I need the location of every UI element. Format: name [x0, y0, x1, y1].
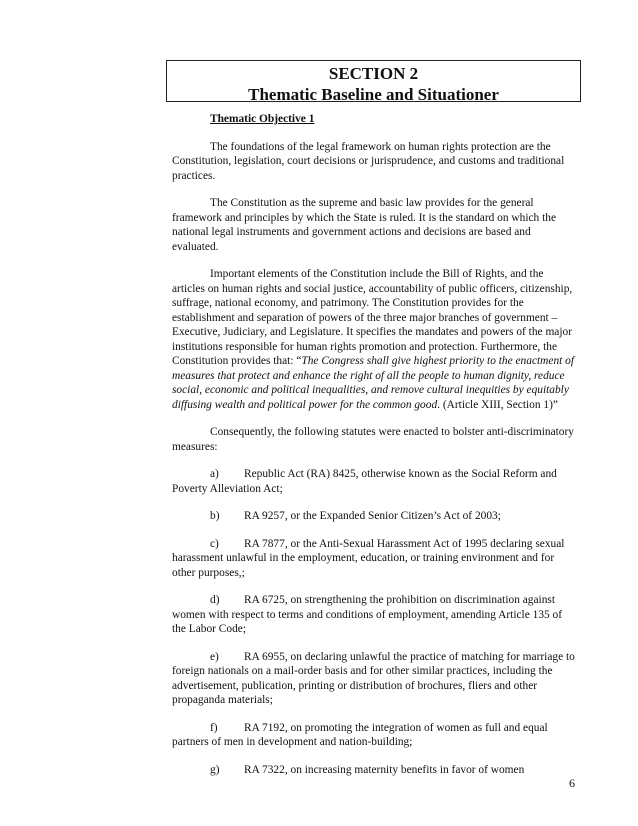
list-item-label: b) — [210, 510, 220, 522]
page-number: 6 — [569, 776, 575, 790]
list-item-text: RA 7877, or the Anti-Sexual Harassment Act of 1995 declaring sexual harassment unlawful in the employment, education, or training environment and for other purposes,; — [172, 537, 565, 579]
list-item-text: Republic Act (RA) 8425, otherwise known as the Social Reform and Poverty Alleviation Act; — [172, 468, 557, 495]
quote-citation: . (Article XIII, Section 1)” — [437, 398, 558, 411]
list-item-label: e) — [210, 650, 219, 663]
list-item — [172, 467, 576, 496]
list-item — [172, 593, 576, 637]
list-item-text: RA 7192, on promoting the integration of women as full and equal partners of men in development and nation-building; — [172, 721, 548, 748]
section-number: SECTION 2 — [328, 64, 419, 83]
section-title: Thematic Baseline and Situationer — [248, 85, 499, 104]
list-item — [172, 721, 576, 750]
constitution-quote: The Congress shall give highest priority to the enactment of measures that protect and enhance the right of all the people to human dignity, reduce social, economic and political inequalities, and remove cultural inequities by equitably diffusing wealth and political power for the common good — [172, 355, 575, 411]
list-item-text: RA 9257, or the Expanded Senior Citizen’s Act of 2003; — [244, 510, 501, 522]
document-body — [172, 112, 576, 790]
list-item — [172, 650, 576, 708]
list-item-label: f) — [210, 721, 218, 734]
list-item-label: a) — [210, 468, 219, 480]
list-item-label: c) — [210, 537, 219, 550]
list-item-text: RA 6725, on strengthening the prohibition on discrimination against women with respect to terms and conditions of employment, amending Article 135 of the Labor Code; — [172, 594, 563, 635]
paragraph-foundations: The foundations of the legal framework on human rights protection are the Constitution, legislation, court decisions or jurisprudence, and customs and traditional practices. — [172, 140, 565, 182]
list-item-text: RA 6955, on declaring unlawful the practice of matching for marriage to foreign nationals on a mail-order basis and for other similar practices, including the advertisement, publication, printing or distribution of brochures, fliers and other propaganda materials; — [172, 650, 575, 706]
list-item — [172, 537, 576, 581]
list-item — [172, 763, 576, 778]
paragraph-text: Important elements of the Constitution include the Bill of Rights, and the articles on human rights and social justice, accountability of public officers, citizenship, suffrage, national economy, and patrimony. The Constitution provides for the establishment and separation of powers of the three major branches of government – Executive, Judiciary, and Legislature. It specifies the mandates and powers of the major institutions responsible for human rights promotion and protection. Furthermore, the Constitution provides that: “ — [172, 268, 573, 367]
list-item-label: d) — [210, 594, 220, 606]
objective-heading: Thematic Objective 1 — [210, 113, 315, 125]
paragraph-constitution: The Constitution as the supreme and basic law provides for the general framework and principles by which the State is ruled. It is the standard on which the national legal instruments and government actions and decisions are based and evaluated. — [172, 197, 557, 253]
section-title-box — [166, 60, 581, 102]
list-item-text: RA 7322, on increasing maternity benefits in favor of women — [244, 763, 525, 776]
paragraph-important-elements — [172, 267, 576, 412]
list-item — [172, 509, 576, 524]
list-item-label: g) — [210, 763, 220, 776]
paragraph-consequently: Consequently, the following statutes were enacted to bolster anti-discriminatory measures: — [172, 426, 574, 453]
